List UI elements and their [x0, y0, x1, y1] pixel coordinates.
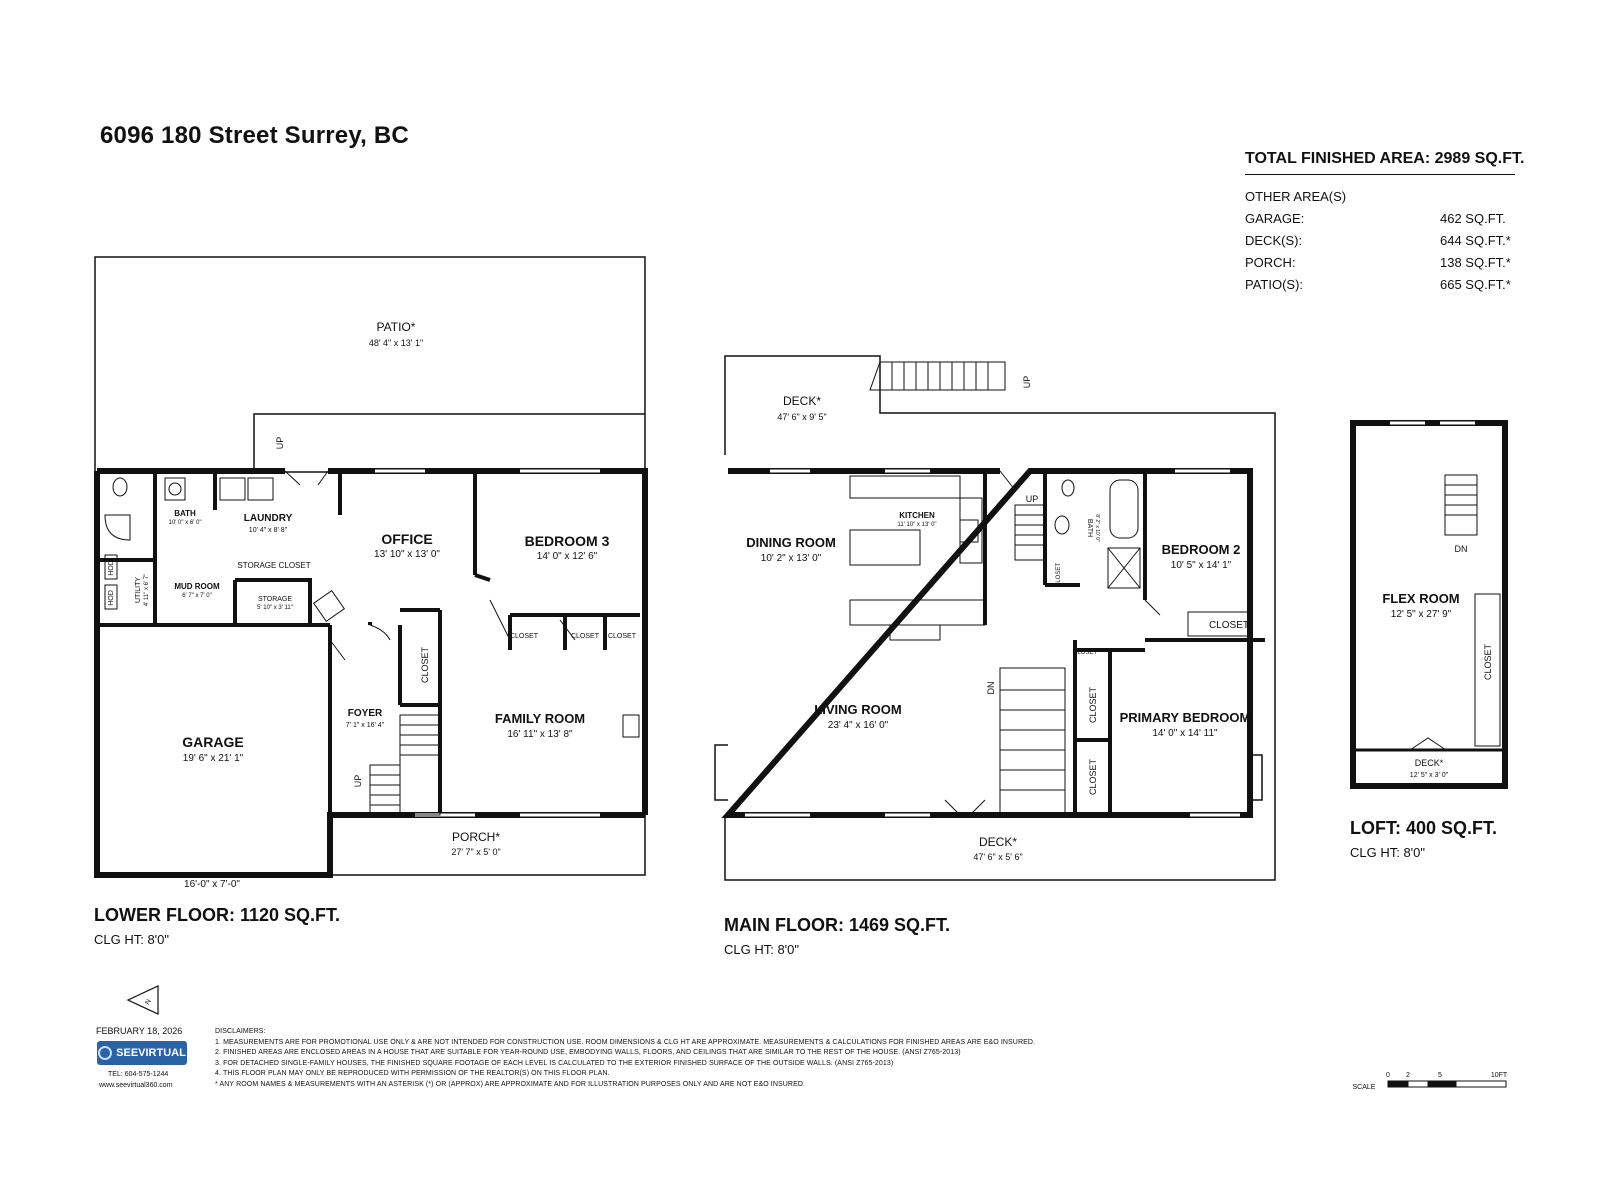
company-phone: TEL: 604-575-1244	[108, 1071, 169, 1078]
porch-outline	[330, 815, 645, 875]
main-floor-plan	[715, 356, 1275, 880]
lower-laundry-dim: 10' 4" x 8' 8"	[248, 527, 288, 534]
lower-storage-name: STORAGE	[257, 596, 293, 603]
main-closet-2: CLOSET	[1088, 758, 1098, 796]
lower-porch-dim: 27' 7" x 5' 0"	[451, 847, 501, 857]
lower-office-name: OFFICE	[381, 531, 433, 547]
total-finished-area: TOTAL FINISHED AREA: 2989 SQ.FT.	[1245, 150, 1515, 175]
lower-floor-label: LOWER FLOOR: 1120 SQ.FT.	[94, 905, 341, 925]
lower-closet-3: CLOSET	[607, 633, 637, 640]
scale-tick-0: 0	[1386, 1072, 1390, 1079]
loft-flex-dim: 12' 5" x 27' 9"	[1390, 609, 1452, 620]
lower-floor-clg: CLG HT: 8'0"	[94, 932, 170, 947]
main-dn: DN	[986, 681, 996, 695]
lower-mudroom-name: MUD ROOM	[174, 582, 220, 591]
disclaimer-4: 4. THIS FLOOR PLAN MAY ONLY BE REPRODUCED WITH PERMISSION OF THE REALTOR(S) ON THIS FLOOR PLAN.	[215, 1070, 610, 1077]
lower-office-dim: 13' 10" x 13' 0"	[374, 549, 440, 560]
main-primary-dim: 14' 0" x 14' 11"	[1152, 728, 1218, 739]
main-dining-dim: 10' 2" x 13' 0"	[760, 553, 822, 564]
scale-tick-5: 5	[1438, 1072, 1442, 1079]
property-address-title: 6096 180 Street Surrey, BC	[100, 122, 409, 149]
lower-patio-dim: 48' 4" x 13' 1"	[368, 338, 424, 348]
lower-garage-dim: 19' 6" x 21' 1"	[182, 753, 244, 764]
main-closet-bedroom2: CLOSET	[1208, 620, 1250, 631]
main-living-dim: 23' 4" x 16' 0"	[827, 720, 889, 731]
logo-swirl-icon	[98, 1046, 112, 1060]
disclaimers	[215, 1027, 1115, 1090]
main-living-name: LIVING ROOM	[814, 702, 902, 717]
area-row-porch: PORCH: 138 SQ.FT.*	[1245, 255, 1511, 270]
main-primary-name: PRIMARY BEDROOM	[1119, 710, 1251, 725]
disclaimers-title: DISCLAIMERS:	[215, 1028, 266, 1035]
main-closet-small: CLOSET	[1072, 650, 1098, 656]
lower-bath-dim: 10' 0" x 6' 0"	[168, 520, 202, 526]
loft-deck-name: DECK*	[1414, 758, 1444, 768]
seevirtual-logo	[97, 1041, 187, 1065]
loft-floor-label: LOFT: 400 SQ.FT.	[1350, 818, 1498, 838]
lower-hod-1: HOD	[108, 560, 115, 576]
lower-utility-name: UTILITY	[135, 576, 142, 604]
patio-outline	[95, 257, 645, 472]
logo-text: SEEVIRTUAL	[116, 1047, 186, 1059]
area-row-garage: GARAGE: 462 SQ.FT.	[1245, 211, 1506, 226]
scale-tick-10: 10FT	[1490, 1072, 1508, 1079]
lower-mudroom-dim: 6' 7" x 7' 0"	[182, 593, 212, 599]
main-deck-bottom-name: DECK*	[978, 835, 1018, 849]
area-row-decks: DECK(S): 644 SQ.FT.*	[1245, 233, 1511, 248]
area-row-patios: PATIO(S): 665 SQ.FT.*	[1245, 277, 1511, 292]
company-website[interactable]: www.seevirtual360.com	[99, 1082, 173, 1089]
lower-utility-dim: 4' 11" x 6' 7"	[144, 573, 150, 607]
lower-bath-name: BATH	[174, 509, 196, 518]
lower-storage-closet: STORAGE CLOSET	[237, 561, 311, 570]
scale-bar	[1388, 1081, 1506, 1087]
main-dining-name: DINING ROOM	[746, 535, 836, 550]
loft-floor-clg: CLG HT: 8'0"	[1350, 845, 1426, 860]
main-floor-clg: CLG HT: 8'0"	[724, 942, 800, 957]
main-up-deck: UP	[1022, 375, 1032, 389]
lower-porch-name: PORCH*	[451, 830, 501, 844]
lower-storage-dim: 5' 10" x 3' 11"	[257, 605, 293, 611]
plan-date: FEBRUARY 18, 2026	[96, 1026, 183, 1036]
loft-closet: CLOSET	[1483, 643, 1493, 681]
lower-bedroom3-dim: 14' 0" x 12' 6"	[536, 551, 598, 562]
lower-garage-name: GARAGE	[182, 734, 244, 750]
north-label: N	[144, 998, 153, 1007]
other-areas-heading: OTHER AREA(S)	[1245, 189, 1347, 204]
loft-dn: DN	[1454, 544, 1468, 554]
loft-deck-dim: 12' 5" x 3' 0"	[1409, 772, 1449, 779]
lower-hod-2: HOD	[108, 590, 115, 606]
lower-bedroom3-name: BEDROOM 3	[524, 533, 610, 549]
lower-laundry-name: LAUNDRY	[243, 513, 293, 524]
lower-family-dim: 16' 11" x 13' 8"	[507, 729, 573, 740]
lower-closet-2: CLOSET	[570, 633, 600, 640]
lower-up-2: UP	[353, 774, 363, 788]
lower-closet-foyer: CLOSET	[420, 646, 430, 684]
main-bedroom2-dim: 10' 5" x 14' 1"	[1170, 560, 1232, 571]
lower-garage-door: 16'-0" x 7'-0"	[184, 879, 240, 890]
main-kitchen-dim: 11' 10" x 13' 0"	[897, 522, 937, 528]
lower-family-name: FAMILY ROOM	[494, 711, 586, 726]
main-kitchen-name: KITCHEN	[899, 511, 935, 520]
disclaimer-5: * ANY ROOM NAMES & MEASUREMENTS WITH AN ASTERISK (*) OR (APPROX) ARE APPROXIMATE AND FOR ILLUSTRATION PURPOSES ONLY AND ARE NOT E&O INSURED.	[215, 1080, 806, 1088]
main-deck-bottom-dim: 47' 6" x 5' 6"	[973, 852, 1023, 862]
main-closet-1: CLOSET	[1088, 686, 1098, 724]
main-bath-dim: 8' 2" x 10' 0"	[1094, 514, 1100, 542]
main-bedroom2-name: BEDROOM 2	[1161, 542, 1241, 557]
loft-flex-name: FLEX ROOM	[1382, 591, 1460, 606]
main-bath-name: BATH	[1086, 518, 1093, 538]
lower-foyer-dim: 7' 1" x 16' 4"	[345, 722, 385, 729]
scale-tick-2: 2	[1406, 1072, 1410, 1079]
main-floor-label: MAIN FLOOR: 1469 SQ.FT.	[724, 915, 951, 935]
north-arrow-icon	[128, 986, 158, 1014]
main-deck-top-dim: 47' 6" x 9' 5"	[777, 412, 827, 422]
lower-closet-1: CLOSET	[509, 633, 539, 640]
disclaimer-3: 3. FOR DETACHED SINGLE-FAMILY HOUSES, THE FINISHED SQUARE FOOTAGE OF EACH LEVEL IS CALCULATED TO THE EXTERIOR FINISHED SURFACE OF THE OUTSIDE WALLS. (ANSI Z765-2013)	[215, 1059, 894, 1067]
lower-up-1: UP	[275, 436, 285, 450]
lower-patio-name: PATIO*	[376, 320, 416, 334]
main-closet-bath: CLOSET	[1056, 562, 1062, 588]
scale-label: SCALE	[1352, 1084, 1376, 1091]
main-up-inner: UP	[1025, 494, 1039, 504]
main-deck-top-name: DECK*	[782, 394, 822, 408]
disclaimer-1: 1. MEASUREMENTS ARE FOR PROMOTIONAL USE ONLY & ARE NOT INTENDED FOR CONSTRUCTION USE. ROOM DIMENSIONS & CLG HT ARE APPROXIMATE. MEASUREMENTS & CALCULATIONS FOR FINISHED AREAS ARE E&O INSURED.	[215, 1038, 1036, 1046]
lower-foyer-name: FOYER	[347, 708, 383, 719]
disclaimer-2: 2. FINISHED AREAS ARE ENCLOSED AREAS IN A HOUSE THAT ARE SUITABLE FOR YEAR-ROUND USE, EMBODYING WALLS, FLOORS, AND CEILINGS THAT ARE SIMILAR TO THE REST OF THE HOUSE. (ANSI Z765-2013)	[215, 1049, 961, 1056]
lower-floor-plan	[95, 257, 645, 875]
